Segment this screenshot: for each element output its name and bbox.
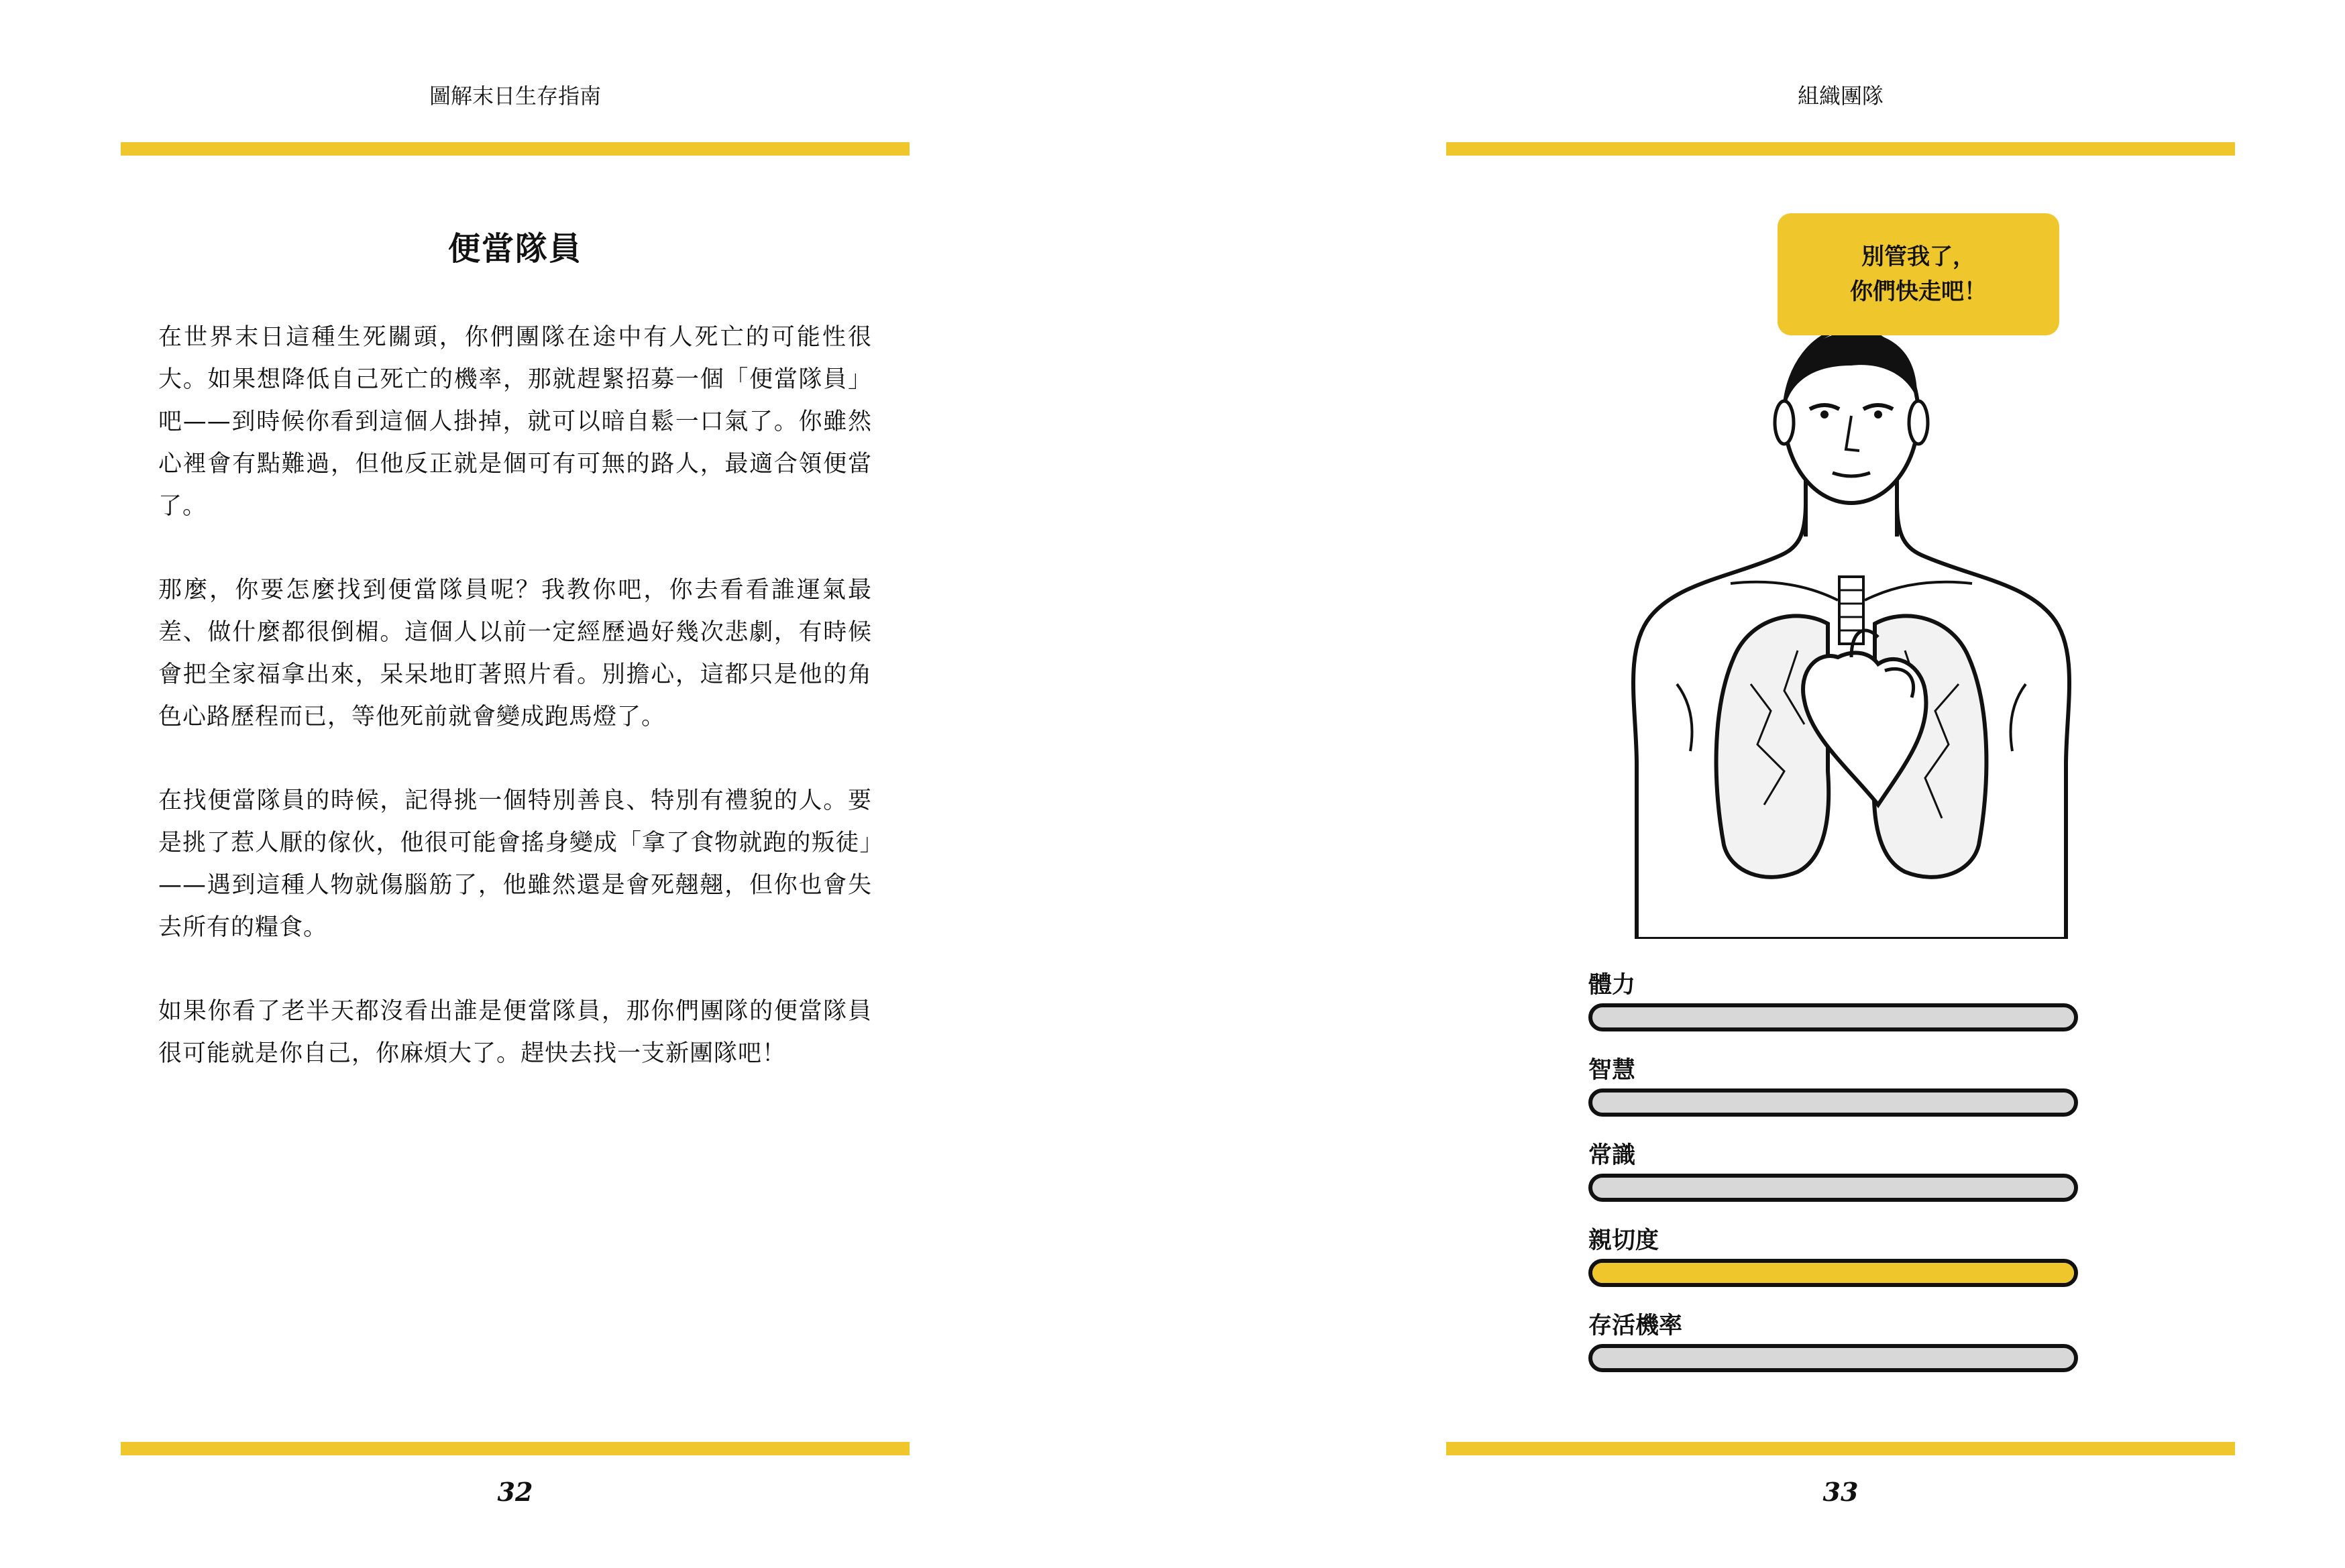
speech-bubble bbox=[1778, 213, 2059, 335]
left-lung bbox=[1716, 616, 1829, 877]
page-number-left: 32 bbox=[497, 1477, 533, 1507]
page-title: 便當隊員 bbox=[447, 230, 582, 268]
bottom-rule-left bbox=[121, 1442, 910, 1455]
paragraph-4: 如果你看了老半天都沒看出誰是便當隊員，那你們團隊的便當隊員很可能就是你自己，你麻煩大了。趕快去找一支新團隊吧！ bbox=[158, 998, 872, 1067]
stat-bar-kindness bbox=[1588, 1259, 2078, 1287]
stat-bar-intelligence bbox=[1588, 1088, 2078, 1117]
left-page bbox=[0, 0, 1172, 1568]
running-head-left: 圖解末日生存指南 bbox=[429, 83, 601, 109]
speech-line-1: 別管我了， bbox=[1861, 243, 1975, 270]
stat-label-stamina: 體力 bbox=[1588, 972, 1636, 999]
bottom-rule-right bbox=[1446, 1442, 2235, 1455]
body-text bbox=[158, 317, 872, 1117]
stat-label-common-sense: 常識 bbox=[1588, 1142, 1636, 1169]
stat-row bbox=[1588, 1308, 2098, 1393]
stat-label-kindness: 親切度 bbox=[1588, 1227, 1659, 1254]
paragraph-3: 在找便當隊員的時候，記得挑一個特別善良、特別有禮貌的人。要是挑了惹人厭的傢伙，他很可能會搖身變成「拿了食物就跑的叛徒」——遇到這種人物就傷腦筋了，他雖然還是會死翹翹，但你也會失去所有的糧食。 bbox=[158, 787, 872, 941]
stat-fill bbox=[1592, 1263, 2074, 1283]
top-rule-left bbox=[121, 142, 910, 156]
stat-label-intelligence: 智慧 bbox=[1588, 1057, 1636, 1084]
stat-bar-stamina bbox=[1588, 1003, 2078, 1031]
top-rule-right bbox=[1446, 142, 2235, 156]
page-number-right: 33 bbox=[1822, 1477, 1859, 1507]
stat-row bbox=[1588, 1137, 2098, 1223]
running-head-right: 組織團隊 bbox=[1797, 83, 1884, 109]
speech-line-2: 你們快走吧！ bbox=[1850, 278, 1987, 305]
stat-row bbox=[1588, 1223, 2098, 1308]
right-page bbox=[1172, 0, 2345, 1568]
stat-label-survival-rate: 存活機率 bbox=[1588, 1312, 1683, 1339]
paragraph-1: 在世界末日這種生死關頭，你們團隊在途中有人死亡的可能性很大。如果想降低自己死亡的機率，那就趕緊招募一個「便當隊員」吧——到時候你看到這個人掛掉，就可以暗自鬆一口氣了。你雖然心裡會有點難過，但他反正就是個可有可無的路人，最適合領便當了。 bbox=[158, 324, 872, 520]
anatomical-torso-illustration bbox=[1596, 335, 2106, 939]
paragraph-2: 那麼，你要怎麼找到便當隊員呢？我教你吧，你去看看誰運氣最差、做什麼都很倒楣。這個人以前一定經歷過好幾次悲劇，有時候會把全家福拿出來，呆呆地盯著照片看。別擔心，這都只是他的角色心路歷程而已，等他死前就會變成跑馬燈了。 bbox=[158, 577, 872, 730]
stat-row bbox=[1588, 1052, 2098, 1137]
stat-panel bbox=[1588, 967, 2098, 1393]
stat-bar-common-sense bbox=[1588, 1174, 2078, 1202]
stat-bar-survival-rate bbox=[1588, 1344, 2078, 1372]
stat-row bbox=[1588, 967, 2098, 1052]
